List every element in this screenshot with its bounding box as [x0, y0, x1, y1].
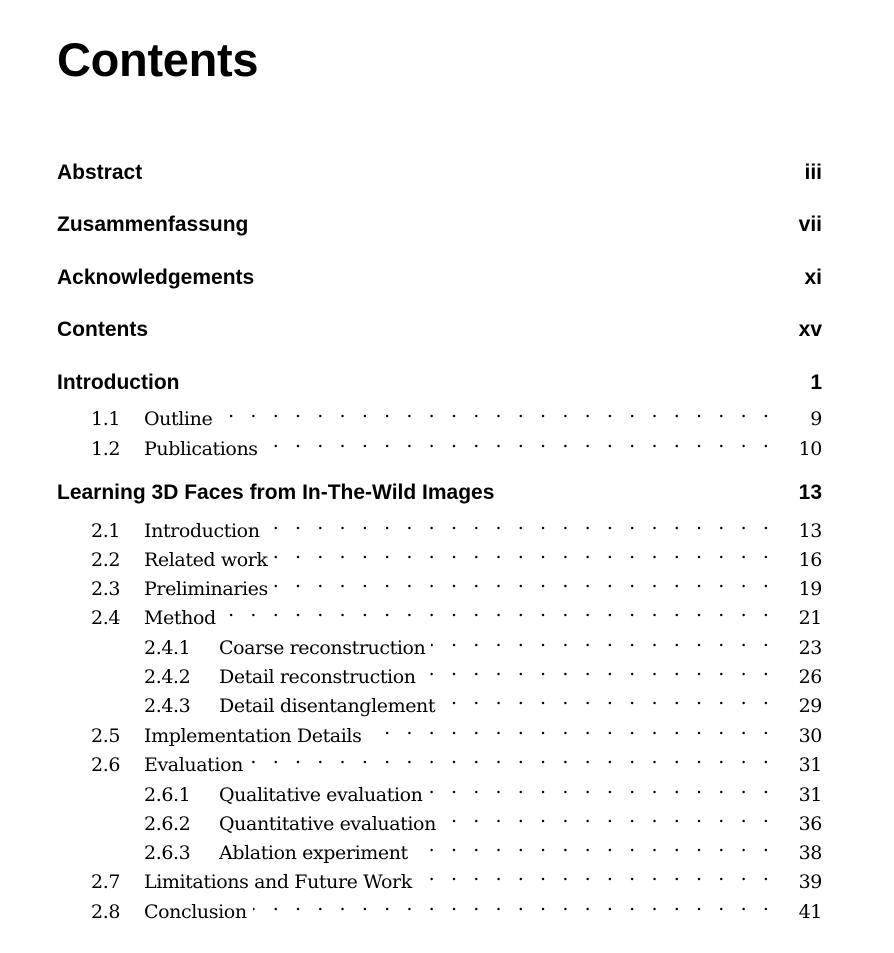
- toc-page-number: 13: [798, 481, 822, 504]
- toc-entry-title: Publications: [144, 438, 258, 460]
- toc-section-entry[interactable]: [57, 397, 822, 430]
- dot-leader: [266, 509, 774, 537]
- toc-page-number: 26: [798, 666, 822, 688]
- toc-subsection-entry[interactable]: [57, 626, 822, 659]
- toc-entry-number: 2.4.1: [144, 637, 191, 659]
- toc-chapter-title: Abstract: [57, 161, 143, 184]
- toc-chapter-title: Acknowledgements: [57, 266, 255, 289]
- toc-page-number: 41: [798, 901, 822, 923]
- toc-page-number: iii: [804, 161, 822, 184]
- dot-leader: [274, 567, 774, 595]
- toc-page-number: vii: [798, 213, 822, 236]
- toc-subsection-entry[interactable]: [57, 773, 822, 806]
- toc-entry-number: 2.2: [91, 549, 121, 571]
- toc-entry-title: Coarse reconstruction: [219, 637, 426, 659]
- toc-subsection-entry[interactable]: [57, 802, 822, 835]
- toc-chapter-title: Learning 3D Faces from In-The-Wild Images: [57, 481, 495, 504]
- toc-entry-title: Preliminaries: [144, 578, 268, 600]
- page-title: Contents: [57, 33, 259, 86]
- toc-page-number: xi: [804, 266, 822, 289]
- toc-entry-number: 1.2: [91, 438, 121, 460]
- toc-entry-title: Method: [144, 607, 216, 629]
- toc-entry-number: 2.7: [91, 871, 121, 893]
- toc-entry-number: 2.5: [91, 725, 121, 747]
- dot-leader: [274, 538, 774, 566]
- toc-entry-number: 2.6.3: [144, 842, 191, 864]
- dot-leader: [249, 743, 774, 771]
- toc-page-number: 38: [798, 842, 822, 864]
- toc-entry-number: 2.4.3: [144, 695, 191, 717]
- toc-entry-number: 2.4.2: [144, 666, 191, 688]
- toc-page-number: 36: [798, 813, 822, 835]
- dot-leader: [253, 890, 774, 918]
- toc-page-number: 10: [798, 438, 822, 460]
- toc-subsection-entry[interactable]: [57, 684, 822, 717]
- toc-entry-title: Quantitative evaluation: [219, 813, 436, 835]
- toc-entry-title: Conclusion: [144, 901, 247, 923]
- toc-entry-number: 2.8: [91, 901, 121, 923]
- toc-section-entry[interactable]: [57, 567, 822, 600]
- toc-section-entry[interactable]: [57, 596, 822, 629]
- toc-section-entry[interactable]: [57, 427, 822, 460]
- toc-chapter-entry[interactable]: [57, 479, 822, 507]
- toc-section-entry[interactable]: [57, 890, 822, 923]
- toc-section-entry[interactable]: [57, 743, 822, 776]
- toc-page-number: 30: [798, 725, 822, 747]
- toc-entry-title: Detail reconstruction: [219, 666, 416, 688]
- table-of-contents: [57, 0, 822, 953]
- toc-section-entry[interactable]: [57, 714, 822, 747]
- toc-entry-title: Limitations and Future Work: [144, 871, 412, 893]
- toc-section-entry[interactable]: [57, 538, 822, 571]
- toc-page-number: 1: [810, 371, 822, 394]
- toc-entry-number: 2.3: [91, 578, 121, 600]
- dot-leader: [418, 860, 774, 888]
- dot-leader: [429, 773, 774, 801]
- toc-chapter-entry[interactable]: [57, 264, 822, 292]
- toc-section-entry[interactable]: [57, 860, 822, 893]
- dot-leader: [264, 427, 774, 455]
- dot-leader: [218, 397, 774, 425]
- toc-entry-number: 2.1: [91, 520, 121, 542]
- toc-entry-number: 2.4: [91, 607, 121, 629]
- toc-page-number: 31: [798, 784, 822, 806]
- toc-page-number: 31: [798, 754, 822, 776]
- toc-entry-title: Introduction: [144, 520, 260, 542]
- toc-chapter-entry[interactable]: [57, 369, 822, 397]
- dot-leader: [441, 684, 774, 712]
- dot-leader: [414, 831, 774, 859]
- toc-entry-number: 2.6.1: [144, 784, 191, 806]
- toc-entry-number: 2.6.2: [144, 813, 191, 835]
- toc-entry-title: Evaluation: [144, 754, 243, 776]
- toc-subsection-entry[interactable]: [57, 655, 822, 688]
- dot-leader: [431, 626, 774, 654]
- toc-page-number: 19: [798, 578, 822, 600]
- dot-leader: [442, 802, 774, 830]
- toc-page-number: 21: [798, 607, 822, 629]
- toc-chapter-title: Contents: [57, 318, 148, 341]
- toc-entry-number: 1.1: [91, 408, 121, 430]
- toc-page-number: 29: [798, 695, 822, 717]
- toc-section-entry[interactable]: [57, 509, 822, 542]
- toc-chapter-title: Zusammenfassung: [57, 213, 249, 236]
- toc-chapter-title: Introduction: [57, 371, 180, 394]
- toc-entry-title: Implementation Details: [144, 725, 362, 747]
- toc-entry-title: Related work: [144, 549, 268, 571]
- toc-entry-title: Ablation experiment: [219, 842, 408, 864]
- toc-page-number: 39: [798, 871, 822, 893]
- toc-chapter-entry[interactable]: [57, 159, 822, 187]
- toc-subsection-entry[interactable]: [57, 831, 822, 864]
- toc-entry-number: 2.6: [91, 754, 121, 776]
- toc-page-number: 13: [798, 520, 822, 542]
- toc-entry-title: Qualitative evaluation: [219, 784, 423, 806]
- toc-entry-title: Outline: [144, 408, 213, 430]
- toc-chapter-entry[interactable]: [57, 211, 822, 239]
- dot-leader: [222, 596, 774, 624]
- toc-entry-title: Detail disentanglement: [219, 695, 436, 717]
- toc-page-number: 23: [798, 637, 822, 659]
- dot-leader: [422, 655, 774, 683]
- toc-page-number: 16: [798, 549, 822, 571]
- toc-page-number: xv: [798, 318, 822, 341]
- dot-leader: [367, 714, 774, 742]
- toc-chapter-entry[interactable]: [57, 316, 822, 344]
- toc-page-number: 9: [810, 408, 822, 430]
